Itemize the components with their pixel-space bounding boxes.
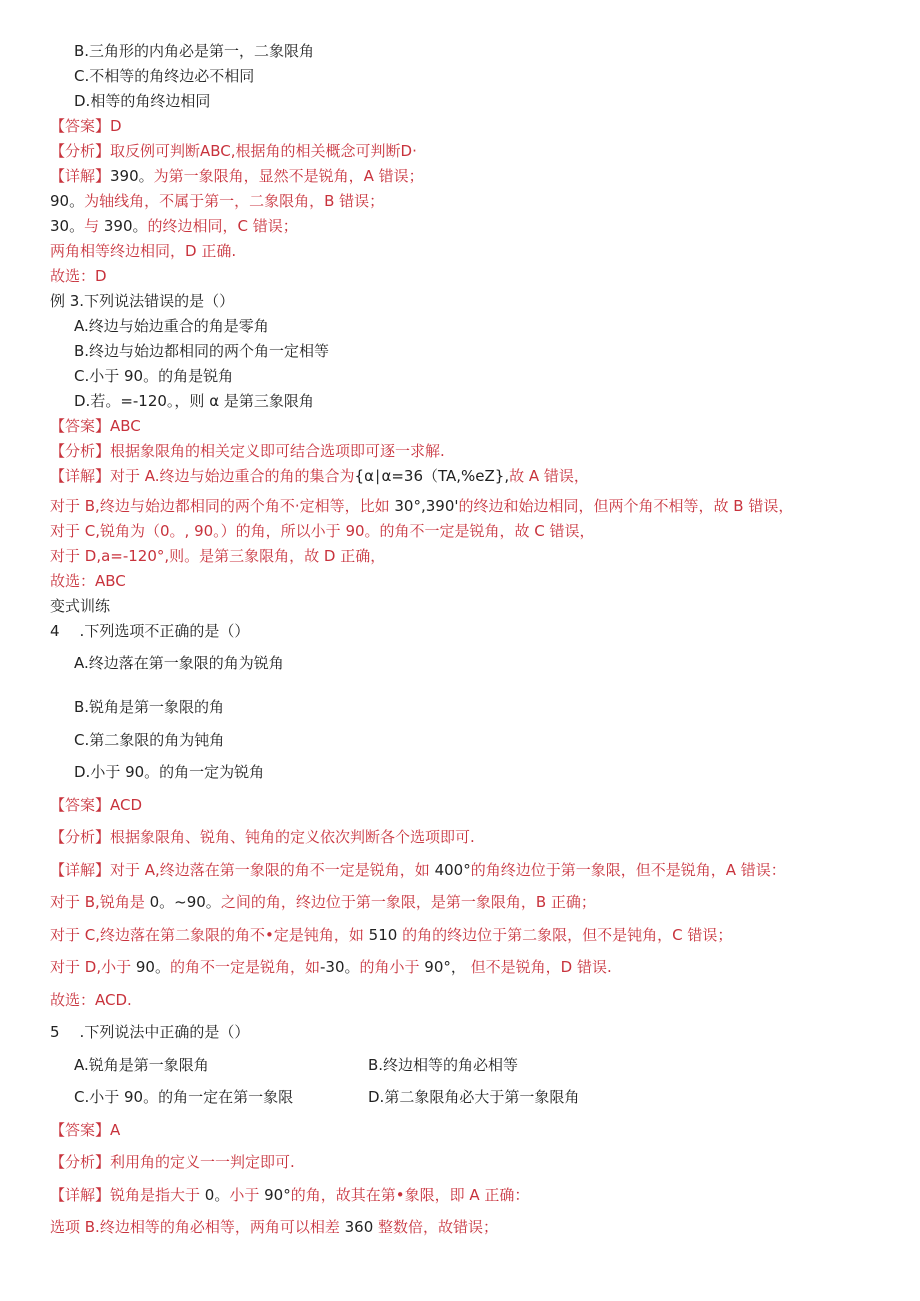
- option-a: A.终边与始边重合的角是零角: [74, 317, 269, 335]
- answer-line: 【答案】ACD: [50, 796, 143, 814]
- detail-line: [50, 216, 298, 236]
- option-b: B.终边相等的角必相等: [368, 1056, 519, 1074]
- question-text: .下列选项不正确的是（）: [79, 622, 250, 640]
- detail-text: 的角终边位于第一象限，但不是锐角，A 错误：: [470, 861, 786, 879]
- detail-value: 30。: [50, 217, 85, 235]
- option-b: B.终边与始边都相同的两个角一定相等: [74, 342, 330, 360]
- answer-line: 【答案】A: [50, 1121, 121, 1139]
- detail-text: 整数倍，故错误；: [378, 1218, 499, 1236]
- detail-value: 390。: [110, 167, 154, 185]
- detail-line: [50, 496, 793, 516]
- detail-text: 为轴线角，不属于第一，二象限角，B 错误；: [84, 192, 385, 210]
- detail-value: 0。: [204, 1186, 230, 1204]
- choice-line: 故选：D: [50, 267, 107, 285]
- detail-line: 对于 C,锐角为（0。, 90。）的角，所以小于 90。的角不一定是锐角，故 C 错误，: [50, 522, 595, 540]
- detail-text: 选项 B.终边相等的角必相等，两角可以相差: [50, 1218, 340, 1236]
- detail-text: 【详解】锐角是指大于: [50, 1186, 201, 1204]
- detail-text: 的角，故其在第•象限，即 A 正确：: [290, 1186, 530, 1204]
- detail-value: 510: [368, 926, 398, 944]
- question-number: 4: [50, 622, 60, 640]
- question-title: 例 3.下列说法错误的是（）: [50, 292, 235, 310]
- detail-value: -30。: [319, 958, 360, 976]
- detail-line: [50, 191, 384, 211]
- option-b: B.锐角是第一象限的角: [74, 698, 225, 716]
- option-c: C.第二象限的角为钝角: [74, 731, 225, 749]
- detail-formula: {α∣α=36（TA,%eZ},: [354, 467, 510, 485]
- detail-line: [50, 925, 732, 945]
- detail-text: 【详解】对于 A,终边落在第一象限的角不一定是锐角，如: [50, 861, 430, 879]
- analysis-line: 【分析】根据象限角、锐角、钝角的定义依次判断各个选项即可.: [50, 828, 475, 846]
- detail-text: 对于 D,小于: [50, 958, 132, 976]
- detail-text: 【详解】对于 A.终边与始边重合的角的集合为: [50, 467, 355, 485]
- analysis-line: 【分析】取反例可判断ABC,根据角的相关概念可判断D·: [50, 142, 417, 160]
- detail-text: 对于 C,终边落在第二象限的角不•定是钝角，如: [50, 926, 364, 944]
- detail-text: 的终边相同，C 错误；: [147, 217, 298, 235]
- detail-text: 小于: [229, 1186, 260, 1204]
- option-d: D.若。=-120。，则 α 是第三象限角: [74, 392, 314, 410]
- detail-line: [50, 860, 786, 880]
- answer-line: 【答案】D: [50, 117, 122, 135]
- option-d: D.相等的角终边相同: [74, 92, 211, 110]
- detail-line: [50, 892, 596, 912]
- detail-value: 400°: [434, 861, 471, 879]
- choice-line: 故选：ACD.: [50, 991, 132, 1009]
- detail-line: [50, 1185, 529, 1205]
- question-title: [50, 1022, 249, 1042]
- detail-text: 之间的角，终边位于第一象限，是第一象限角，B 正确；: [220, 893, 596, 911]
- detail-line: [50, 166, 424, 186]
- detail-text: 的角小于: [359, 958, 420, 976]
- analysis-line: 【分析】根据象限角的相关定义即可结合选项即可逐一求解.: [50, 442, 445, 460]
- detail-value: 90。: [50, 192, 85, 210]
- detail-line: [50, 957, 612, 977]
- detail-text: 与: [84, 217, 100, 235]
- option-a: A.锐角是第一象限角: [74, 1056, 209, 1074]
- option-a: A.终边落在第一象限的角为锐角: [74, 654, 284, 672]
- choice-line: 故选：ABC: [50, 572, 126, 590]
- option-c: C.小于 90。的角是锐角: [74, 367, 234, 385]
- detail-value: 90。: [135, 958, 170, 976]
- section-heading: 变式训练: [50, 597, 111, 615]
- detail-text: 故 A 错误，: [509, 467, 589, 485]
- question-text: .下列说法中正确的是（）: [79, 1023, 250, 1041]
- detail-value: 90°，: [424, 958, 466, 976]
- analysis-line: 【分析】利用角的定义一一判定即可.: [50, 1153, 295, 1171]
- detail-text: 的终边和始边相同，但两个角不相等，故 B 错误，: [458, 497, 794, 515]
- detail-line: 两角相等终边相同，D 正确.: [50, 242, 237, 260]
- detail-text: 的角不一定是锐角，如: [169, 958, 320, 976]
- detail-text: 但不是锐角，D 错误.: [470, 958, 612, 976]
- detail-value: 90°: [264, 1186, 291, 1204]
- detail-value: 390。: [103, 217, 148, 235]
- option-d: D.第二象限角必大于第一象限角: [368, 1088, 580, 1106]
- answer-line: 【答案】ABC: [50, 417, 141, 435]
- question-number: 5: [50, 1023, 60, 1041]
- option-b: B.三角形的内角必是第一，二象限角: [74, 42, 315, 60]
- detail-line: [50, 1217, 498, 1237]
- detail-formula: 30°,390': [394, 497, 459, 515]
- detail-line: [50, 466, 589, 486]
- detail-text: 对于 B,终边与始边都相同的两个角不·定相等，比如: [50, 497, 390, 515]
- detail-text: 的角的终边位于第二象限，但不是钝角，C 错误；: [402, 926, 733, 944]
- detail-value: 0。~90。: [149, 893, 221, 911]
- detail-line: 对于 D,a=-120°,则。是第三象限角，故 D 正确，: [50, 547, 386, 565]
- detail-label: 【详解】: [50, 167, 111, 185]
- detail-value: 360: [344, 1218, 374, 1236]
- detail-text: 为第一象限角，显然不是锐角，A 错误；: [153, 167, 424, 185]
- option-d: D.小于 90。的角一定为锐角: [74, 763, 265, 781]
- question-title: [50, 621, 249, 641]
- detail-text: 对于 B,锐角是: [50, 893, 145, 911]
- option-c: C.小于 90。的角一定在第一象限: [74, 1088, 294, 1106]
- option-c: C.不相等的角终边必不相同: [74, 67, 255, 85]
